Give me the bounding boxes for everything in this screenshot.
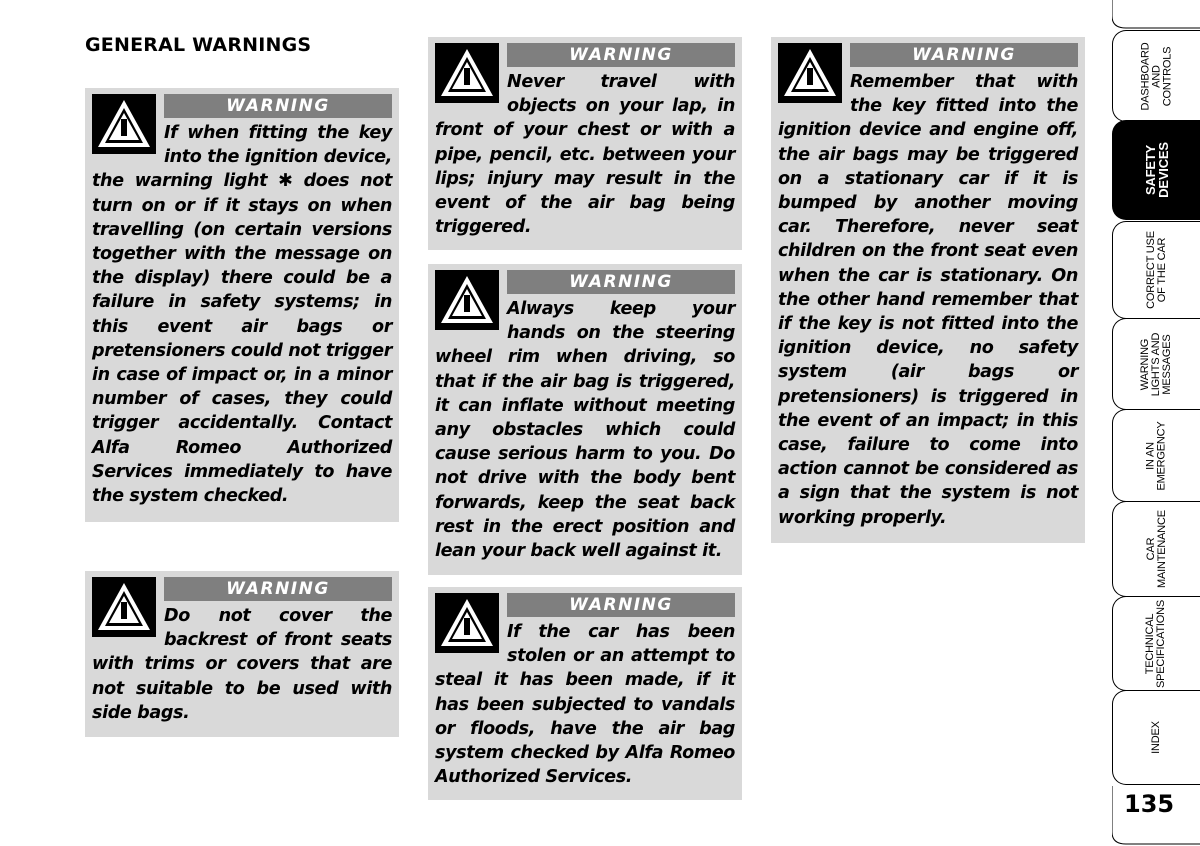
warning-text: Remember that with the key fitted into the ignition device and engine off, the air bags may be triggered on a stationary car if it is bumped by another moving car. Therefore, never seat children on the front seat even when the car is stationary. On the other hand remember that if the key is not fitted into the ignition device, no safety system (air bags or pretensioners) is triggered in the event of an impact; in this case, failure to come into action cannot be considered as a sign that the system is not working properly. bbox=[778, 72, 1078, 528]
tab-label: DASHBOARD AND CONTROLS bbox=[1138, 42, 1173, 110]
warning-text: Do not cover the backrest of front seats with trims or covers that are not suitable to be used with side bags. bbox=[92, 606, 392, 723]
warning-box-4 bbox=[428, 264, 742, 575]
warning-label: WARNING bbox=[507, 270, 735, 294]
page-number: 135 bbox=[1124, 790, 1175, 818]
warning-text: Always keep your hands on the steering wheel rim when driving, so that if the air bag is triggered, it can inflate without meeting any obstacles which could cause serious harm to you. Do not drive with the body bent forwards, keep the seat back rest in the erect position and lean your back well against it. bbox=[435, 299, 735, 562]
warning-triangle-icon bbox=[92, 94, 156, 154]
warning-label: WARNING bbox=[164, 577, 392, 601]
warning-box-5 bbox=[428, 587, 742, 800]
warning-triangle-icon bbox=[435, 43, 499, 103]
warning-label: WARNING bbox=[507, 43, 735, 67]
warning-label: WARNING bbox=[164, 94, 392, 118]
tab-dashboard-controls[interactable] bbox=[1112, 30, 1200, 122]
chapter-tabs bbox=[1112, 0, 1200, 845]
tab-label: IN AN EMERGENCY bbox=[1144, 420, 1168, 491]
tab-technical-specifications[interactable] bbox=[1112, 596, 1200, 691]
warning-triangle-icon bbox=[435, 270, 499, 330]
section-heading: GENERAL WARNINGS bbox=[85, 34, 312, 56]
tab-label: WARNING LIGHTS AND MESSAGES bbox=[1139, 332, 1173, 396]
tab-in-an-emergency[interactable] bbox=[1112, 409, 1200, 502]
warning-box-6 bbox=[771, 37, 1085, 543]
tab-car-maintenance[interactable] bbox=[1112, 501, 1200, 597]
warning-box-3 bbox=[428, 37, 742, 250]
warning-box-2 bbox=[85, 571, 399, 737]
tab-label: SAFETY DEVICES bbox=[1142, 142, 1171, 198]
tab-label: CORRECT USE OF THE CAR bbox=[1144, 231, 1168, 309]
tab-index[interactable] bbox=[1112, 690, 1200, 785]
tab-warning-lights[interactable] bbox=[1112, 318, 1200, 410]
warning-triangle-icon bbox=[778, 43, 842, 103]
warning-box-1 bbox=[85, 88, 399, 522]
warning-label: WARNING bbox=[850, 43, 1078, 67]
warning-label: WARNING bbox=[507, 593, 735, 617]
tab-label: INDEX bbox=[1150, 721, 1162, 754]
warning-text: If when fitting the key into the ignition device, the warning light ✱ does not turn on or if it stays on when travelling (on certain versions together with the message on the display) there could be a failure in safety systems; in this event air bags or pretensioners could not trigger in case of impact or, in a minor number of cases, they could trigger accidentally. Contact Alfa Romeo Authorized Services immediately to have the system checked. bbox=[92, 123, 392, 507]
tab-correct-use[interactable] bbox=[1112, 221, 1200, 319]
warning-triangle-icon bbox=[435, 593, 499, 653]
warning-triangle-icon bbox=[92, 577, 156, 637]
tab-label: TECHNICAL SPECIFICATIONS bbox=[1144, 599, 1168, 688]
warning-text: Never travel with objects on your lap, in front of your chest or with a pipe, pencil, etc. between your lips; injury may result in the event of the air bag being triggered. bbox=[435, 72, 735, 238]
tab-safety-devices[interactable] bbox=[1112, 120, 1200, 220]
tab-label: CAR MAINTENANCE bbox=[1144, 510, 1168, 588]
warning-text: If the car has been stolen or an attempt to steal it has been made, if it has been subjected to vandals or floods, have the air bag system checked by Alfa Romeo Authorized Services. bbox=[435, 622, 735, 788]
